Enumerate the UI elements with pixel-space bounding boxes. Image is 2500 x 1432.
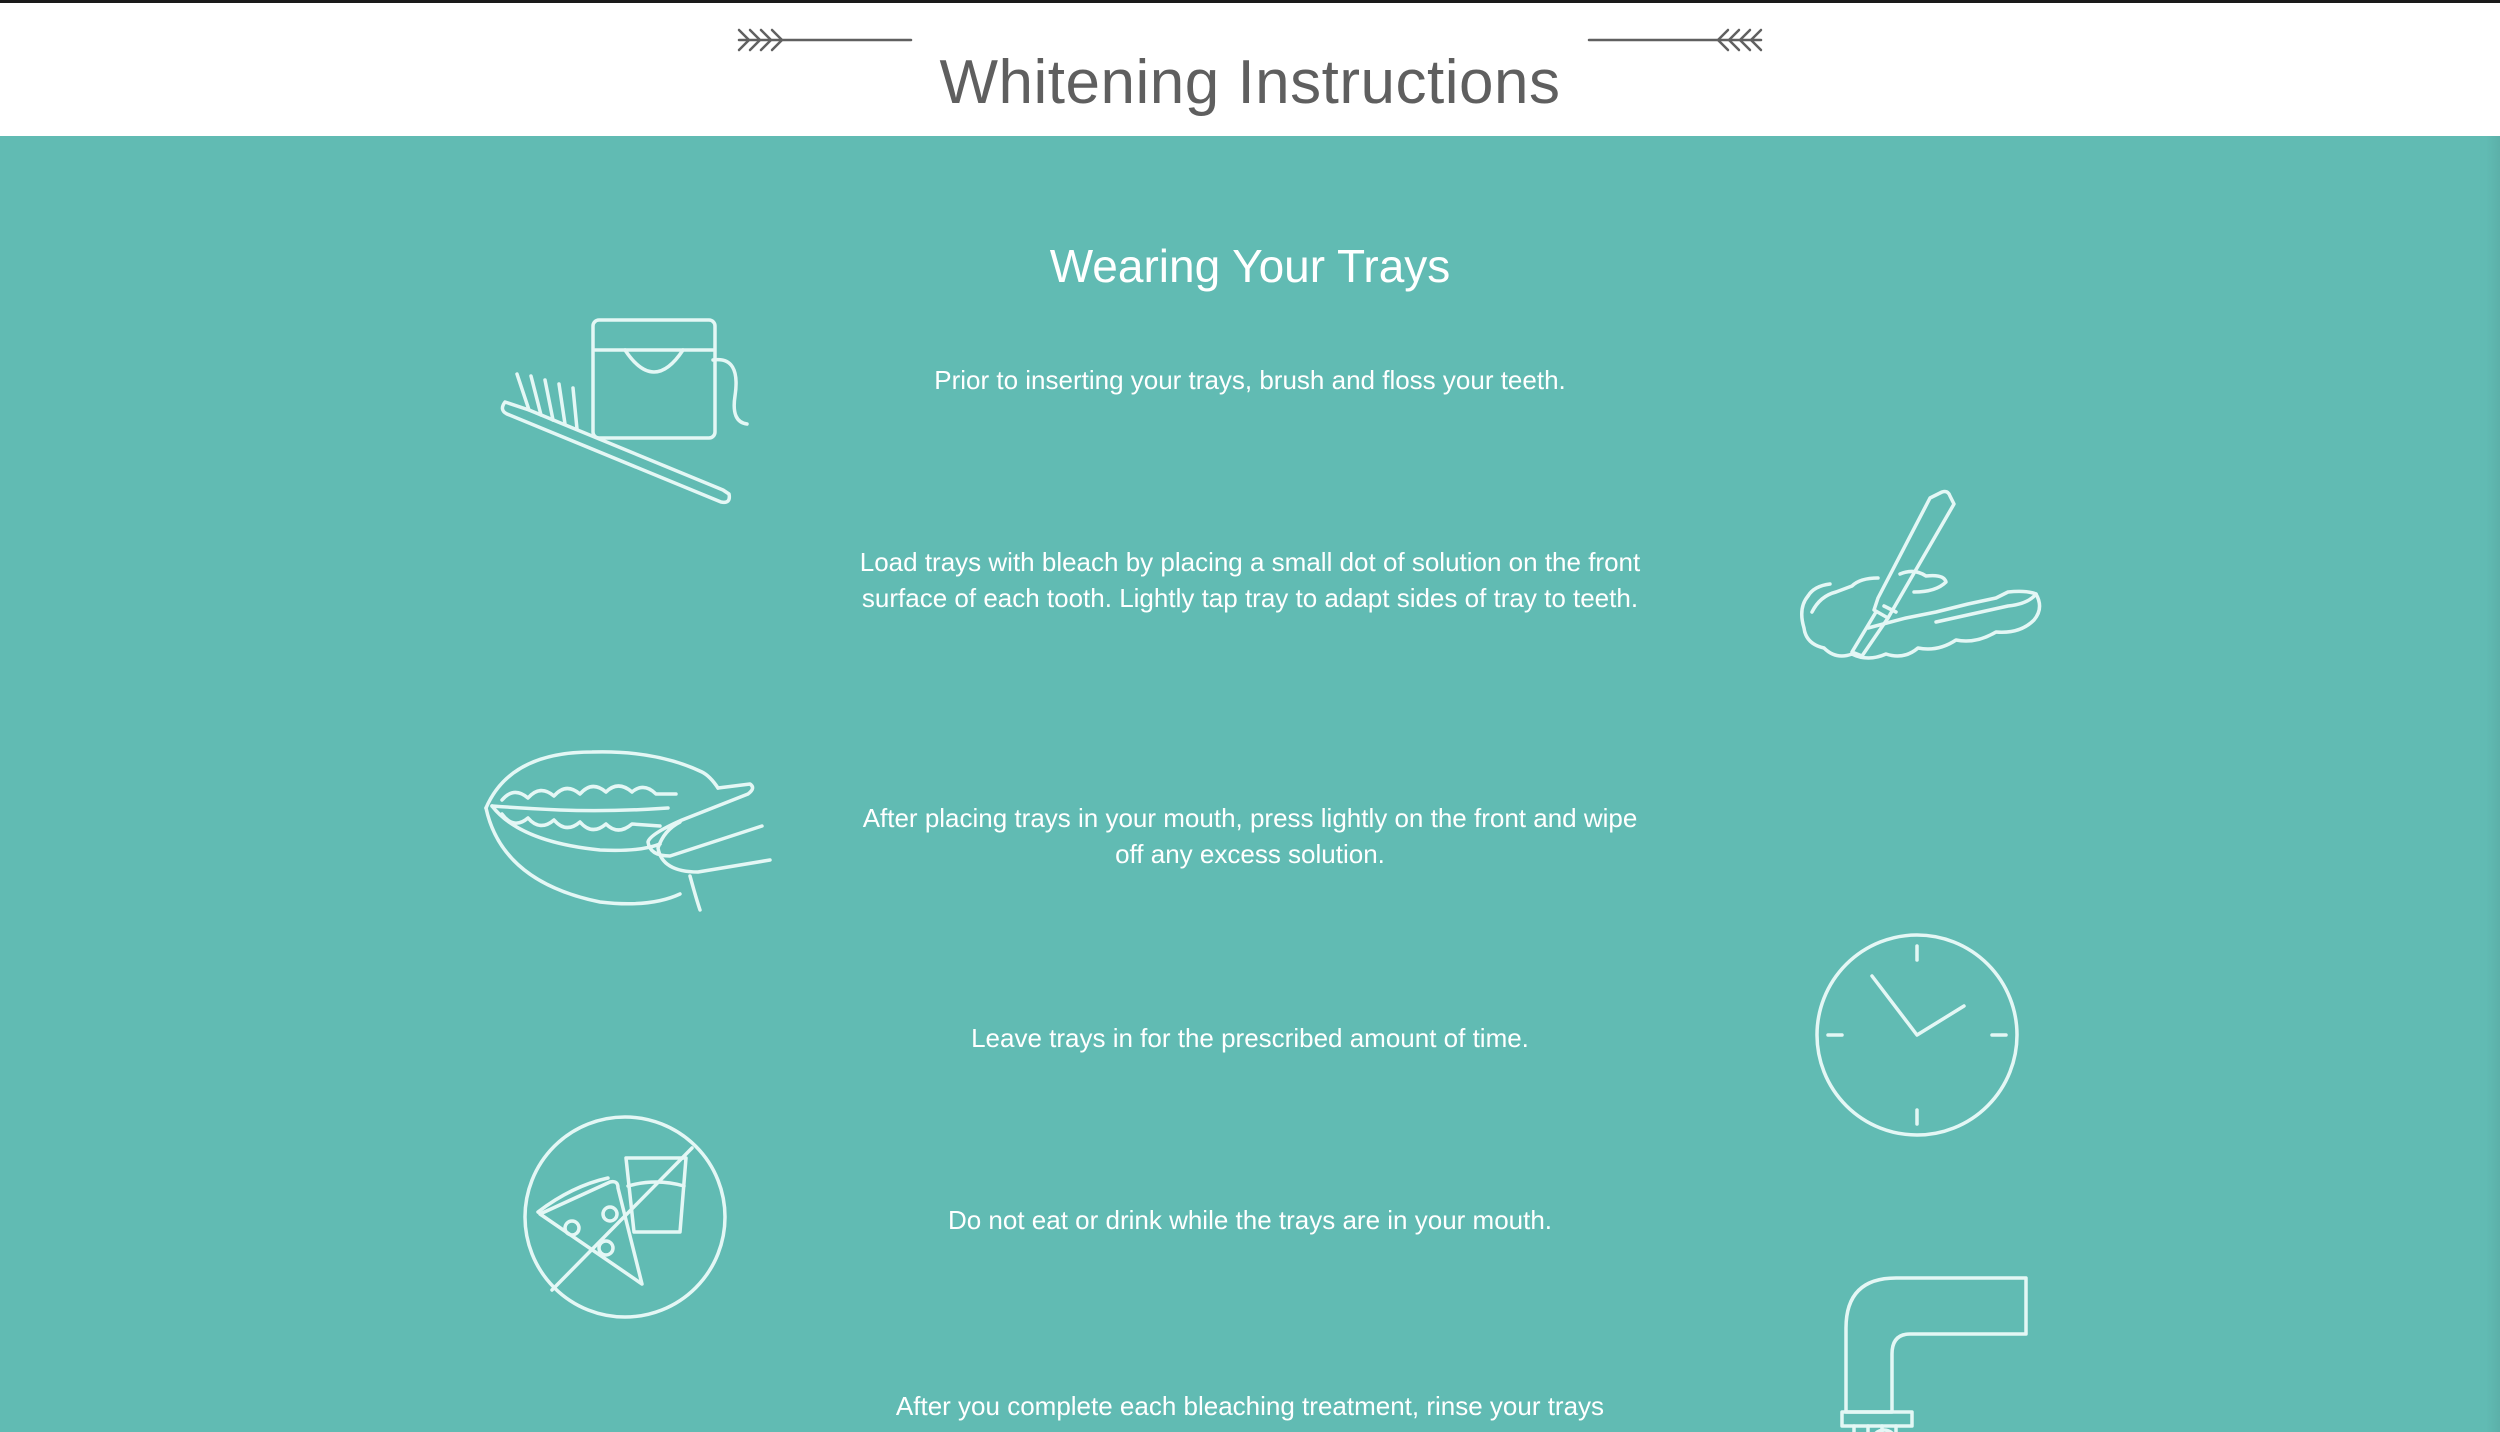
step-text: Prior to inserting your trays, brush and floss your teeth. bbox=[934, 365, 1566, 395]
no-food-drink-icon bbox=[522, 1114, 728, 1320]
arrow-right-ornament-icon bbox=[1585, 18, 1765, 67]
step-text: After you complete each bleaching treatment, rinse your trays bbox=[895, 1391, 1605, 1421]
step-text: After placing trays in your mouth, press lightly on the front and wipe off any excess solution. bbox=[862, 803, 1638, 869]
wearing-trays-section bbox=[0, 136, 2500, 1432]
step-text: Load trays with bleach by placing a small dot of solution on the front surface of each tooth. Lightly tap tray to adapt sides of tray to teeth. bbox=[859, 547, 1641, 613]
scroll-edge-shadow bbox=[2486, 136, 2500, 1432]
mouth-finger-icon bbox=[480, 732, 780, 922]
syringe-tray-icon bbox=[1796, 488, 2046, 698]
section-heading: Wearing Your Trays bbox=[1049, 240, 1451, 293]
clock-icon bbox=[1814, 932, 2020, 1138]
faucet-icon bbox=[1832, 1272, 2032, 1432]
top-border bbox=[0, 0, 2500, 3]
step-text: Do not eat or drink while the trays are in your mouth. bbox=[947, 1205, 1553, 1235]
page-header bbox=[0, 0, 2500, 136]
page-title: Whitening Instructions bbox=[939, 47, 1561, 117]
step-text: Leave trays in for the prescribed amount of time. bbox=[971, 1023, 1529, 1053]
toothbrush-floss-icon bbox=[495, 316, 765, 506]
